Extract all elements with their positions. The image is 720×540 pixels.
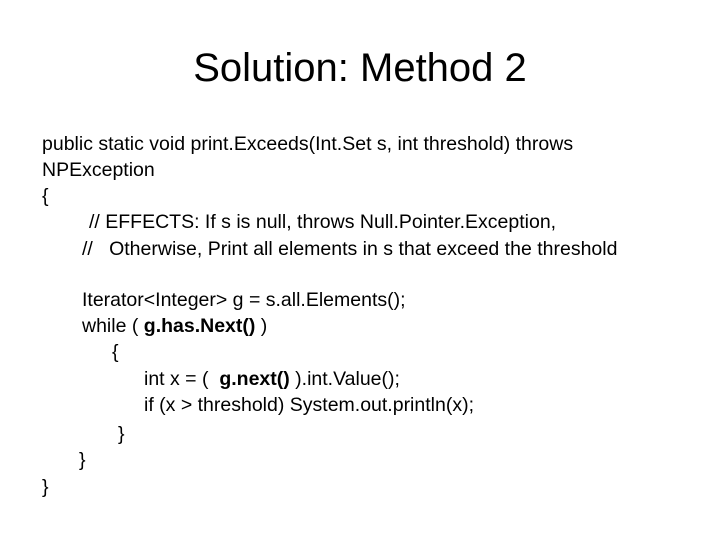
while-prefix: while ( — [82, 315, 144, 337]
slide-title: Solution: Method 2 — [193, 46, 527, 90]
iterator-declaration: Iterator<Integer> g = s.all.Elements(); — [82, 289, 406, 311]
method-signature-line-2: NPException — [42, 159, 155, 181]
while-suffix: ) — [255, 315, 268, 337]
method-signature-line-1: public static void print.Exceeds(Int.Set s, int threshold) throws — [42, 133, 574, 155]
effects-comment-line-2: // Otherwise, Print all elements in s that exceed the threshold — [82, 238, 618, 260]
while-statement — [82, 313, 267, 339]
int-assignment — [144, 366, 400, 392]
method-close-brace: } — [42, 476, 49, 498]
if-statement: if (x > threshold) System.out.println(x); — [144, 394, 474, 416]
int-prefix: int x = ( — [144, 368, 220, 390]
block-close-brace: } — [79, 449, 86, 471]
loop-open-brace: { — [112, 341, 119, 363]
has-next-call: g.has.Next() — [143, 315, 256, 337]
loop-close-brace: } — [118, 423, 125, 445]
next-call: g.next() — [219, 368, 290, 390]
method-open-brace: { — [42, 185, 49, 207]
effects-comment-line-1: // EFFECTS: If s is null, throws Null.Pointer.Exception, — [89, 211, 557, 233]
int-suffix: ).int.Value(); — [289, 368, 400, 390]
